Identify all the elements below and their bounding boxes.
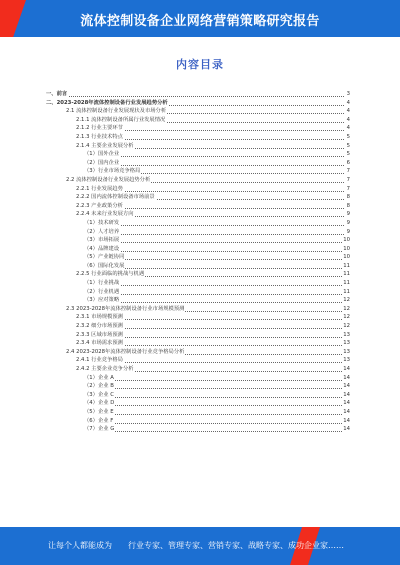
toc-entry[interactable]: [46, 296, 350, 305]
toc-entry[interactable]: [46, 159, 350, 168]
toc-entry[interactable]: [46, 107, 350, 116]
toc-entry-page: 11: [343, 262, 350, 269]
toc-entry-title: （1）企业 A: [46, 374, 115, 383]
toc-entry-page: 5: [346, 142, 350, 149]
toc-entry[interactable]: [46, 219, 350, 228]
toc-entry[interactable]: [46, 99, 350, 108]
toc-entry-page: 3: [346, 91, 350, 97]
footer-slogan: 让每个人都能成为: [48, 541, 112, 550]
toc-entry[interactable]: [46, 245, 350, 254]
toc-entry-title: 2.4 2023-2028年流体控制设备行业竞争格局分析: [46, 348, 185, 357]
toc-entry-page: 10: [343, 237, 350, 244]
toc-entry-page: 13: [343, 348, 350, 355]
toc-entry-title: 2.4.1 行业竞争格局: [46, 356, 124, 365]
toc-entry-title: 2.1 流体控制设备行业发展现状及市场分析: [46, 107, 167, 116]
toc-entry[interactable]: [46, 193, 350, 202]
toc-entry[interactable]: [46, 116, 350, 125]
toc-entry-page: 10: [343, 254, 350, 261]
toc-entry-title: （1）行业挑战: [46, 279, 120, 288]
toc-entry-page: 14: [343, 426, 350, 433]
toc-entry-page: 8: [346, 202, 350, 209]
toc-entry-title: （4）企业 D: [46, 399, 115, 408]
toc-entry-title: 2.2 流体控制设备行业发展趋势分析: [46, 176, 151, 185]
toc-entry-title: （3）行业市场竞争格局: [46, 167, 141, 176]
toc-entry[interactable]: [46, 253, 350, 262]
toc-heading: 内容目录: [176, 58, 224, 71]
toc-entry-page: 10: [343, 245, 350, 252]
toc-entry[interactable]: [46, 425, 350, 434]
toc-entry-title: 2.3.4 市场需求预测: [46, 339, 124, 348]
toc-entry-title: （1）技术研发: [46, 219, 120, 228]
toc-entry-page: 5: [346, 151, 350, 158]
header-banner: [0, 0, 400, 37]
toc-entry-page: 4: [346, 99, 350, 106]
toc-entry[interactable]: [46, 408, 350, 417]
toc-entry-title: （7）企业 G: [46, 425, 115, 434]
toc-entry[interactable]: [46, 339, 350, 348]
toc-entry-page: 12: [343, 305, 350, 312]
toc-entry-title: （2）人才培养: [46, 228, 120, 237]
toc-entry[interactable]: [46, 399, 350, 408]
toc-entry-title: 2.4.2 主要企业竞争分析: [46, 365, 135, 374]
table-of-contents: [46, 90, 350, 434]
toc-entry[interactable]: [46, 356, 350, 365]
toc-entry-page: 14: [343, 408, 350, 415]
toc-entry-page: 7: [346, 168, 350, 175]
toc-entry[interactable]: [46, 176, 350, 185]
toc-entry-title: （2）企业 B: [46, 382, 115, 391]
toc-entry-title: （1）国外企业: [46, 150, 120, 159]
toc-entry-title: 2.2.4 未来行业发展方向: [46, 210, 135, 219]
toc-entry[interactable]: [46, 313, 350, 322]
toc-entry[interactable]: [46, 417, 350, 426]
toc-entry[interactable]: [46, 133, 350, 142]
toc-entry-title: 二、2023-2028年流体控制设备行业发展趋势分析: [46, 99, 168, 106]
toc-entry-title: 2.3.1 市场规模预测: [46, 313, 124, 322]
toc-entry-title: （6）国际化发展: [46, 262, 125, 271]
toc-entry-title: （4）品牌建设: [46, 245, 120, 254]
toc-entry-page: 4: [346, 125, 350, 132]
toc-entry-page: 9: [346, 211, 350, 218]
toc-entry-page: 14: [343, 417, 350, 424]
toc-entry-page: 12: [343, 314, 350, 321]
toc-entry[interactable]: [46, 374, 350, 383]
toc-entry-page: 4: [346, 108, 350, 115]
toc-entry-title: （2）国内企业: [46, 159, 120, 168]
toc-entry-page: 6: [346, 159, 350, 166]
toc-entry-title: 2.2.3 产业政策分析: [46, 202, 124, 211]
toc-entry-page: 11: [343, 280, 350, 287]
footer-banner: [0, 527, 400, 565]
toc-entry[interactable]: [46, 202, 350, 211]
toc-entry-title: 2.1.3 行业技术特点: [46, 133, 124, 142]
toc-entry-page: 13: [343, 357, 350, 364]
toc-entry-title: 2.2.5 行业面临的挑战与机遇: [46, 270, 145, 279]
toc-entry-page: 9: [346, 228, 350, 235]
toc-entry[interactable]: [46, 288, 350, 297]
toc-entry-page: 14: [343, 374, 350, 381]
toc-entry-page: 13: [343, 331, 350, 338]
toc-entry[interactable]: [46, 262, 350, 271]
toc-entry-page: 5: [346, 133, 350, 140]
toc-entry-title: （2）行业机遇: [46, 288, 120, 297]
toc-entry-title: 2.2.1 行业发展趋势: [46, 185, 124, 194]
toc-entry-title: 2.3 2023-2028年流体控制设备行业市场规模预测: [46, 305, 185, 314]
toc-entry-page: 13: [343, 340, 350, 347]
toc-entry-page: 8: [346, 194, 350, 201]
report-title: 流体控制设备企业网络营销策略研究报告: [80, 14, 320, 29]
toc-entry-title: 2.1.2 行业主要环节: [46, 124, 124, 133]
toc-entry[interactable]: [46, 90, 350, 99]
toc-entry-title: （6）企业 F: [46, 417, 114, 426]
toc-entry[interactable]: [46, 124, 350, 133]
toc-entry-page: 9: [346, 219, 350, 226]
toc-entry[interactable]: [46, 391, 350, 400]
toc-entry[interactable]: [46, 348, 350, 357]
toc-entry[interactable]: [46, 365, 350, 374]
dot-leader: [46, 96, 344, 97]
toc-entry-page: 14: [343, 366, 350, 372]
toc-entry[interactable]: [46, 142, 350, 151]
toc-entry[interactable]: [46, 382, 350, 391]
toc-entry[interactable]: [46, 305, 350, 314]
toc-entry-title: 2.1.1 流体控制设备所属行业发展情况: [46, 116, 166, 125]
toc-entry-page: 12: [343, 323, 350, 330]
toc-entry[interactable]: [46, 279, 350, 288]
toc-entry-page: 7: [346, 185, 350, 192]
toc-entry-page: 11: [343, 271, 350, 278]
toc-entry[interactable]: [46, 228, 350, 237]
toc-entry-page: 12: [343, 297, 350, 304]
toc-entry-page: 14: [343, 383, 350, 390]
toc-entry[interactable]: [46, 150, 350, 159]
footer-tagline: 行业专家、管理专家、营销专家、战略专家、成功企业家……: [128, 541, 344, 550]
toc-entry[interactable]: [46, 167, 350, 176]
toc-entry-title: （5）产业链协同: [46, 253, 125, 262]
toc-entry-title: 2.3.3 区域市场预测: [46, 331, 124, 340]
toc-entry-page: 7: [346, 176, 350, 183]
toc-entry-title: 一、前言: [46, 91, 68, 97]
toc-entry-title: 2.3.2 细分市场预测: [46, 322, 124, 331]
toc-entry[interactable]: [46, 236, 350, 245]
toc-entry-page: 14: [343, 391, 350, 398]
toc-entry-page: 4: [346, 116, 350, 123]
toc-entry-title: （3）应对策略: [46, 296, 120, 305]
toc-entry-title: 2.2.2 国内流体控制设备市场前景: [46, 193, 156, 202]
toc-entry[interactable]: [46, 322, 350, 331]
toc-entry[interactable]: [46, 185, 350, 194]
toc-entry-title: （5）企业 E: [46, 408, 115, 417]
toc-entry-title: （3）市场拓展: [46, 236, 120, 245]
toc-entry-page: 11: [343, 288, 350, 295]
toc-entry[interactable]: [46, 210, 350, 219]
toc-entry-title: （3）企业 C: [46, 391, 115, 400]
toc-entry-title: 2.1.4 主要企业发展分析: [46, 142, 135, 151]
toc-entry[interactable]: [46, 331, 350, 340]
toc-entry-page: 14: [343, 400, 350, 407]
toc-entry[interactable]: [46, 270, 350, 279]
